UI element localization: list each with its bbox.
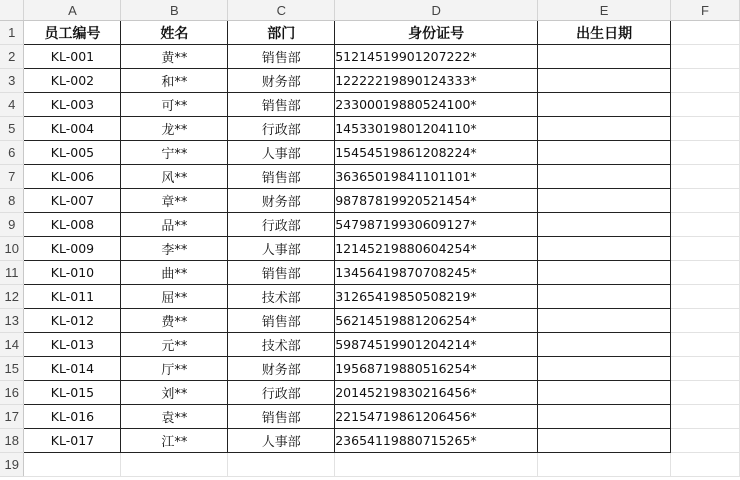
name-cell[interactable]: 费**: [121, 309, 228, 333]
birth-date-cell[interactable]: [538, 237, 671, 261]
name-cell[interactable]: 江**: [121, 429, 228, 453]
id-number-cell[interactable]: 13456419870708245*: [335, 261, 538, 285]
row-number[interactable]: 15: [0, 357, 24, 381]
table-row: [0, 69, 740, 93]
table-row: [0, 333, 740, 357]
id-number-cell[interactable]: 12222219890124333*: [335, 69, 538, 93]
birth-date-cell[interactable]: [538, 93, 671, 117]
department-cell[interactable]: 行政部: [228, 381, 335, 405]
empty-cell[interactable]: [671, 333, 740, 357]
row-number[interactable]: 5: [0, 117, 24, 141]
department-cell[interactable]: 行政部: [228, 117, 335, 141]
empty-cell[interactable]: [671, 213, 740, 237]
employee-id-cell[interactable]: KL-001: [24, 45, 121, 69]
id-number-cell[interactable]: 23654119880715265*: [335, 429, 538, 453]
id-number-cell[interactable]: 31265419850508219*: [335, 285, 538, 309]
department-cell[interactable]: 人事部: [228, 141, 335, 165]
table-row: [0, 189, 740, 213]
empty-cell[interactable]: [671, 21, 740, 45]
row-number[interactable]: 7: [0, 165, 24, 189]
employee-id-cell[interactable]: KL-002: [24, 69, 121, 93]
employee-id-cell[interactable]: KL-007: [24, 189, 121, 213]
table-row: [0, 213, 740, 237]
department-cell[interactable]: 销售部: [228, 45, 335, 69]
employee-id-cell[interactable]: KL-008: [24, 213, 121, 237]
empty-cell[interactable]: [671, 237, 740, 261]
department-cell[interactable]: 财务部: [228, 189, 335, 213]
birth-date-cell[interactable]: [538, 261, 671, 285]
department-cell[interactable]: 技术部: [228, 333, 335, 357]
table-row: [0, 141, 740, 165]
table-row: [0, 117, 740, 141]
birth-date-cell[interactable]: [538, 333, 671, 357]
row-number[interactable]: 1: [0, 21, 24, 45]
employee-id-cell[interactable]: KL-006: [24, 165, 121, 189]
name-cell[interactable]: 李**: [121, 237, 228, 261]
birth-date-cell[interactable]: [538, 189, 671, 213]
id-number-cell[interactable]: 36365019841101101*: [335, 165, 538, 189]
name-cell[interactable]: 曲**: [121, 261, 228, 285]
department-cell[interactable]: 销售部: [228, 93, 335, 117]
birth-date-cell[interactable]: [538, 117, 671, 141]
row-number[interactable]: 2: [0, 45, 24, 69]
empty-row: [0, 453, 740, 477]
column-header-b[interactable]: B: [121, 0, 228, 21]
row-number[interactable]: 10: [0, 237, 24, 261]
row-number[interactable]: 6: [0, 141, 24, 165]
employee-id-cell[interactable]: KL-017: [24, 429, 121, 453]
header-cell-name[interactable]: 姓名: [121, 21, 228, 45]
department-cell[interactable]: 销售部: [228, 261, 335, 285]
name-cell[interactable]: 龙**: [121, 117, 228, 141]
employee-id-cell[interactable]: KL-015: [24, 381, 121, 405]
name-cell[interactable]: 屈**: [121, 285, 228, 309]
column-header-c[interactable]: C: [228, 0, 335, 21]
empty-cell[interactable]: [671, 141, 740, 165]
empty-cell[interactable]: [228, 453, 335, 477]
table-row: [0, 165, 740, 189]
employee-id-cell[interactable]: KL-016: [24, 405, 121, 429]
department-cell[interactable]: 销售部: [228, 309, 335, 333]
id-number-cell[interactable]: 54798719930609127*: [335, 213, 538, 237]
birth-date-cell[interactable]: [538, 213, 671, 237]
column-header-row: [0, 0, 740, 21]
name-cell[interactable]: 黄**: [121, 45, 228, 69]
id-number-cell[interactable]: 23300019880524100*: [335, 93, 538, 117]
empty-cell[interactable]: [671, 261, 740, 285]
empty-cell[interactable]: [671, 45, 740, 69]
header-cell-department[interactable]: 部门: [228, 21, 335, 45]
employee-id-cell[interactable]: KL-011: [24, 285, 121, 309]
name-cell[interactable]: 品**: [121, 213, 228, 237]
table-row: [0, 261, 740, 285]
table-row: [0, 357, 740, 381]
empty-cell[interactable]: [671, 285, 740, 309]
id-number-cell[interactable]: 56214519881206254*: [335, 309, 538, 333]
row-number[interactable]: 11: [0, 261, 24, 285]
id-number-cell[interactable]: 51214519901207222*: [335, 45, 538, 69]
birth-date-cell[interactable]: [538, 381, 671, 405]
column-header-d[interactable]: D: [335, 0, 538, 21]
row-number[interactable]: 8: [0, 189, 24, 213]
birth-date-cell[interactable]: [538, 357, 671, 381]
employee-id-cell[interactable]: KL-010: [24, 261, 121, 285]
id-number-cell[interactable]: 12145219880604254*: [335, 237, 538, 261]
row-number[interactable]: 17: [0, 405, 24, 429]
birth-date-cell[interactable]: [538, 405, 671, 429]
department-cell[interactable]: 技术部: [228, 285, 335, 309]
table-row: [0, 381, 740, 405]
employee-id-cell[interactable]: KL-005: [24, 141, 121, 165]
empty-cell[interactable]: [671, 309, 740, 333]
name-cell[interactable]: 宁**: [121, 141, 228, 165]
birth-date-cell[interactable]: [538, 45, 671, 69]
department-cell[interactable]: 财务部: [228, 357, 335, 381]
select-all-corner[interactable]: [0, 0, 24, 21]
empty-cell[interactable]: [671, 357, 740, 381]
empty-cell[interactable]: [671, 429, 740, 453]
empty-cell[interactable]: [671, 117, 740, 141]
birth-date-cell[interactable]: [538, 285, 671, 309]
birth-date-cell[interactable]: [538, 69, 671, 93]
header-cell-id-number[interactable]: 身份证号: [335, 21, 538, 45]
header-cell-employee-id[interactable]: 员工编号: [24, 21, 121, 45]
empty-cell[interactable]: [335, 453, 538, 477]
table-header-row: [0, 21, 740, 45]
department-cell[interactable]: 人事部: [228, 237, 335, 261]
employee-id-cell[interactable]: KL-014: [24, 357, 121, 381]
name-cell[interactable]: 风**: [121, 165, 228, 189]
table-row: [0, 309, 740, 333]
empty-cell[interactable]: [671, 189, 740, 213]
column-header-f[interactable]: F: [671, 0, 740, 21]
row-number[interactable]: 13: [0, 309, 24, 333]
id-number-cell[interactable]: 22154719861206456*: [335, 405, 538, 429]
employee-id-cell[interactable]: KL-003: [24, 93, 121, 117]
empty-cell[interactable]: [671, 93, 740, 117]
row-number[interactable]: 16: [0, 381, 24, 405]
empty-cell[interactable]: [671, 453, 740, 477]
birth-date-cell[interactable]: [538, 141, 671, 165]
table-row: [0, 405, 740, 429]
row-number[interactable]: 18: [0, 429, 24, 453]
row-number[interactable]: 19: [0, 453, 24, 477]
id-number-cell[interactable]: 20145219830216456*: [335, 381, 538, 405]
id-number-cell[interactable]: 98787819920521454*: [335, 189, 538, 213]
empty-cell[interactable]: [121, 453, 228, 477]
id-number-cell[interactable]: 59874519901204214*: [335, 333, 538, 357]
birth-date-cell[interactable]: [538, 165, 671, 189]
employee-id-cell[interactable]: KL-009: [24, 237, 121, 261]
table-row: [0, 45, 740, 69]
employee-id-cell[interactable]: KL-013: [24, 333, 121, 357]
birth-date-cell[interactable]: [538, 309, 671, 333]
row-number[interactable]: 12: [0, 285, 24, 309]
empty-cell[interactable]: [671, 165, 740, 189]
table-row: [0, 237, 740, 261]
empty-cell[interactable]: [671, 405, 740, 429]
row-number[interactable]: 3: [0, 69, 24, 93]
department-cell[interactable]: 行政部: [228, 213, 335, 237]
name-cell[interactable]: 章**: [121, 189, 228, 213]
table-row: [0, 285, 740, 309]
id-number-cell[interactable]: 15454519861208224*: [335, 141, 538, 165]
empty-cell[interactable]: [538, 453, 671, 477]
department-cell[interactable]: 财务部: [228, 69, 335, 93]
header-cell-birth-date[interactable]: 出生日期: [538, 21, 671, 45]
name-cell[interactable]: 刘**: [121, 381, 228, 405]
name-cell[interactable]: 厅**: [121, 357, 228, 381]
id-number-cell[interactable]: 14533019801204110*: [335, 117, 538, 141]
empty-cell[interactable]: [671, 381, 740, 405]
department-cell[interactable]: 销售部: [228, 165, 335, 189]
name-cell[interactable]: 元**: [121, 333, 228, 357]
column-header-a[interactable]: A: [24, 0, 121, 21]
employee-id-cell[interactable]: KL-004: [24, 117, 121, 141]
table-row: [0, 429, 740, 453]
row-number[interactable]: 9: [0, 213, 24, 237]
table-row: [0, 93, 740, 117]
id-number-cell[interactable]: 19568719880516254*: [335, 357, 538, 381]
employee-id-cell[interactable]: KL-012: [24, 309, 121, 333]
birth-date-cell[interactable]: [538, 429, 671, 453]
empty-cell[interactable]: [24, 453, 121, 477]
department-cell[interactable]: 销售部: [228, 405, 335, 429]
column-header-e[interactable]: E: [538, 0, 671, 21]
department-cell[interactable]: 人事部: [228, 429, 335, 453]
name-cell[interactable]: 和**: [121, 69, 228, 93]
row-number[interactable]: 14: [0, 333, 24, 357]
row-number[interactable]: 4: [0, 93, 24, 117]
name-cell[interactable]: 可**: [121, 93, 228, 117]
name-cell[interactable]: 袁**: [121, 405, 228, 429]
empty-cell[interactable]: [671, 69, 740, 93]
